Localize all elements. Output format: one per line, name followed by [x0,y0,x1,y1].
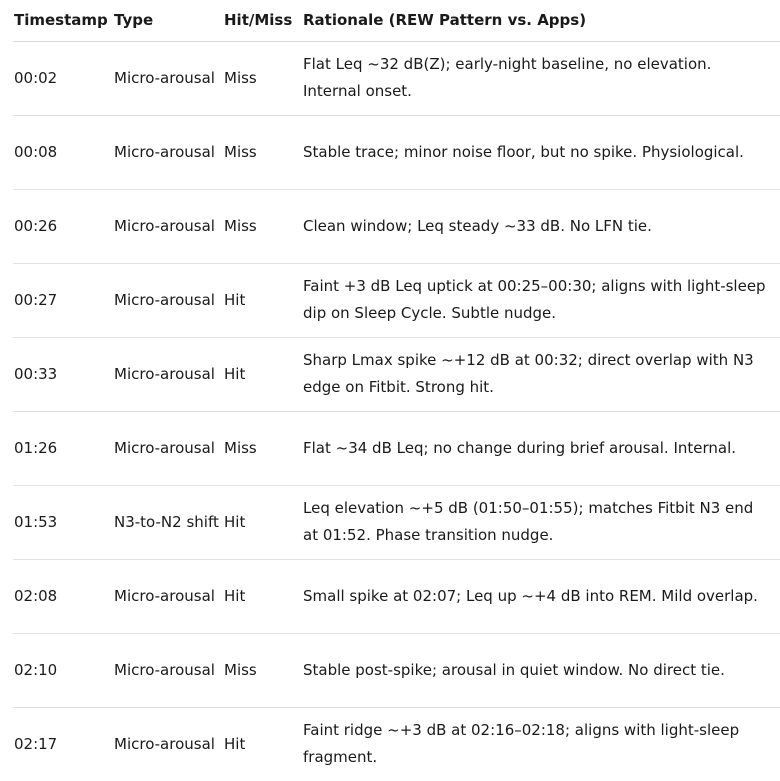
cell-type: Micro-arousal [113,263,223,337]
cell-type: Micro-arousal [113,559,223,633]
table-row [13,337,780,411]
table-row [13,559,780,633]
cell-result: Miss [223,411,302,485]
cell-timestamp: 01:26 [13,411,113,485]
cell-rationale: Small spike at 02:07; Leq up ~+4 dB into REM. Mild overlap. [302,559,780,633]
cell-result: Miss [223,115,302,189]
cell-rationale: Faint ridge ~+3 dB at 02:16–02:18; aligns with light-sleep fragment. [303,721,740,767]
table-row [13,485,780,559]
cell-result: Hit [223,337,302,411]
table-row [13,707,780,781]
header-rationale: Rationale (REW Pattern vs. Apps) [302,0,780,41]
table-row [13,263,780,337]
table-header-row [13,0,780,41]
cell-type: Micro-arousal [113,189,223,263]
arousal-analysis-table [13,0,780,781]
cell-result: Hit [223,559,302,633]
header-type: Type [113,0,223,41]
header-hit-miss: Hit/Miss [223,0,302,41]
cell-timestamp: 00:27 [13,263,113,337]
table-row [13,633,780,707]
cell-timestamp: 00:08 [13,115,113,189]
cell-type: Micro-arousal [113,41,223,115]
cell-result: Hit [224,734,246,753]
cell-type: N3-to-N2 shift [113,485,223,559]
cell-timestamp: 02:08 [13,559,113,633]
cell-timestamp: 01:53 [13,485,113,559]
table-row [13,411,780,485]
table-row [13,115,780,189]
header-timestamp: Timestamp [13,0,113,41]
cell-result: Miss [223,633,302,707]
cell-timestamp: 00:26 [13,189,113,263]
table-row [13,189,780,263]
cell-type: Micro-arousal [114,734,215,753]
cell-type: Micro-arousal [113,337,223,411]
cell-timestamp: 00:02 [13,41,113,115]
cell-timestamp: 02:17 [14,734,58,753]
cell-type: Micro-arousal [113,115,223,189]
cell-rationale: Stable trace; minor noise floor, but no spike. Physiological. [302,115,780,189]
table-row [13,41,780,115]
cell-rationale: Stable post-spike; arousal in quiet window. No direct tie. [302,633,780,707]
cell-type: Micro-arousal [113,411,223,485]
cell-result: Miss [223,189,302,263]
cell-result: Miss [223,41,302,115]
cell-rationale: Clean window; Leq steady ~33 dB. No LFN tie. [302,189,780,263]
cell-rationale: Faint +3 dB Leq uptick at 00:25–00:30; aligns with light-sleep dip on Sleep Cycle. Subtle nudge. [302,263,780,337]
cell-rationale: Sharp Lmax spike ~+12 dB at 00:32; direct overlap with N3 edge on Fitbit. Strong hit. [302,337,780,411]
cell-rationale: Flat Leq ~32 dB(Z); early-night baseline, no elevation. Internal onset. [302,41,780,115]
cell-rationale: Leq elevation ~+5 dB (01:50–01:55); matches Fitbit N3 end at 01:52. Phase transition nudge. [302,485,780,559]
cell-rationale: Flat ~34 dB Leq; no change during brief arousal. Internal. [302,411,780,485]
cell-type: Micro-arousal [113,633,223,707]
cell-result: Hit [223,263,302,337]
cell-timestamp: 00:33 [13,337,113,411]
cell-timestamp: 02:10 [13,633,113,707]
cell-result: Hit [223,485,302,559]
